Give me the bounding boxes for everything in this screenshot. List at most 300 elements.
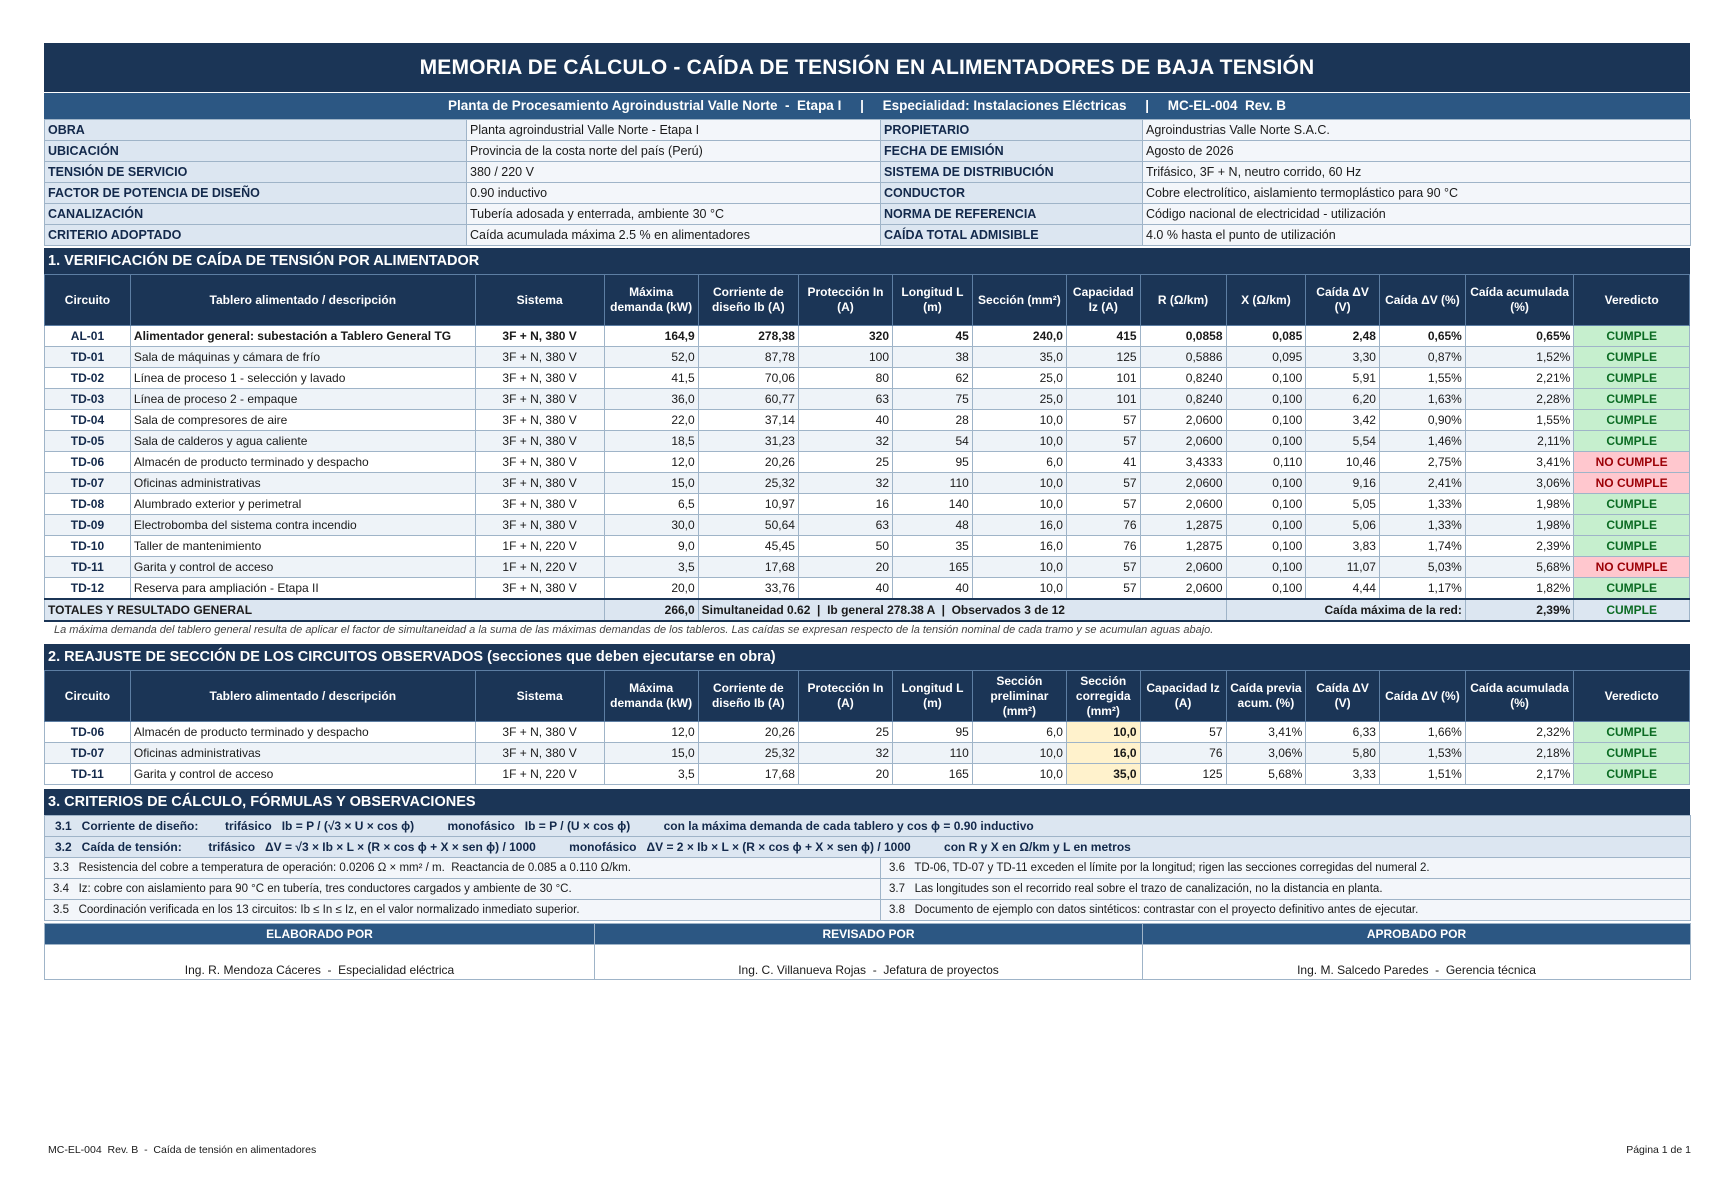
table-cell: 10,0 [972,764,1066,785]
table-cell: 25 [798,722,892,743]
table-cell: 0,100 [1226,473,1306,494]
table-cell: 2,17% [1465,764,1573,785]
table-cell: 240,0 [972,326,1066,347]
table-cell: 25 [798,452,892,473]
circuit-description: Sala de máquinas y cámara de frío [130,347,475,368]
totals-verdict-badge: CUMPLE [1574,599,1690,621]
table-cell: 2,21% [1465,368,1573,389]
project-info-table [44,119,1691,246]
column-header: Capacidad Iz (A) [1140,671,1226,722]
column-header: Sección preliminar (mm²) [972,671,1066,722]
circuit-system: 1F + N, 220 V [475,764,604,785]
info-label: FACTOR DE POTENCIA DE DISEÑO [45,183,467,204]
table-cell: 5,06 [1306,515,1380,536]
feeder-row [45,326,1690,347]
observation-row [45,879,1691,900]
table-cell: 1,55% [1379,368,1465,389]
table-cell: 2,0600 [1140,494,1226,515]
totals-demand: 266,0 [604,599,698,621]
info-row [45,183,1691,204]
table-cell: 95 [893,452,973,473]
table-cell: 110 [893,743,973,764]
circuit-description: Alimentador general: subestación a Tablero General TG [130,326,475,347]
table-cell: 5,54 [1306,431,1380,452]
table-cell: 1,52% [1465,347,1573,368]
column-header: Caída ΔV (V) [1306,275,1380,326]
circuit-description: Garita y control de acceso [130,557,475,578]
table-cell: 2,18% [1465,743,1573,764]
table-cell: 1,51% [1379,764,1465,785]
section-adjustment-table [44,670,1690,785]
column-header: Caída acumulada (%) [1465,275,1573,326]
info-label: CRITERIO ADOPTADO [45,225,467,246]
table-cell: 15,0 [604,473,698,494]
info-value: 0.90 inductivo [467,183,881,204]
feeder-row [45,494,1690,515]
info-value: Trifásico, 3F + N, neutro corrido, 60 Hz [1143,162,1691,183]
table-cell: 10,0 [972,494,1066,515]
circuit-system: 3F + N, 380 V [475,515,604,536]
table-cell: 41,5 [604,368,698,389]
circuit-code: TD-07 [45,743,131,764]
table-cell: 10,46 [1306,452,1380,473]
observation-item: 3.6 TD-06, TD-07 y TD-11 exceden el límite por la longitud; rigen las secciones corregidas del numeral 2. [881,858,1691,879]
table-cell: 20 [798,557,892,578]
table-cell: 76 [1066,536,1140,557]
observation-row [45,900,1691,921]
info-value: Caída acumulada máxima 2.5 % en alimentadores [467,225,881,246]
observation-item: 3.5 Coordinación verificada en los 13 circuitos: Ib ≤ In ≤ Iz, en el valor normalizado inmediato superior. [45,900,881,921]
circuit-code: AL-01 [45,326,131,347]
verdict-badge: CUMPLE [1574,410,1690,431]
table-cell: 12,0 [604,452,698,473]
table-cell: 1,17% [1379,578,1465,600]
table-cell: 0,100 [1226,431,1306,452]
feeder-row [45,368,1690,389]
table-cell: 3,4333 [1140,452,1226,473]
table-cell: 80 [798,368,892,389]
table-cell: 10,0 [972,743,1066,764]
table-cell: 20 [798,764,892,785]
table-cell: 16 [798,494,892,515]
feeder-row [45,347,1690,368]
table-cell: 1,74% [1379,536,1465,557]
column-header: Tablero alimentado / descripción [130,671,475,722]
feeder-row [45,515,1690,536]
table-cell: 6,20 [1306,389,1380,410]
table-cell: 20,26 [698,452,798,473]
signature-role: ELABORADO POR [45,924,595,945]
table-cell: 0,100 [1226,389,1306,410]
verdict-badge: NO CUMPLE [1574,452,1690,473]
table-cell: 0,100 [1226,368,1306,389]
table-cell: 0,0858 [1140,326,1226,347]
table-cell: 2,0600 [1140,473,1226,494]
table-cell: 75 [893,389,973,410]
table-cell: 5,80 [1306,743,1380,764]
table-cell: 17,68 [698,764,798,785]
formula-voltage-drop: 3.2 Caída de tensión: trifásico ΔV = √3 × Ib × L × (R × cos ϕ + X × sen ϕ) / 1000 monofásico ΔV = 2 × Ib × L × (R × cos ϕ + X × sen ϕ) / 1000 con R y X en Ω/km y L en metros [45,837,1691,858]
circuit-description: Electrobomba del sistema contra incendio [130,515,475,536]
circuit-code: TD-03 [45,389,131,410]
signature-name: Ing. C. Villanueva Rojas - Jefatura de proyectos [595,945,1143,980]
table-cell: 57 [1066,431,1140,452]
circuit-code: TD-11 [45,557,131,578]
circuit-description: Almacén de producto terminado y despacho [130,452,475,473]
totals-label: TOTALES Y RESULTADO GENERAL [45,599,605,621]
table-cell: 5,03% [1379,557,1465,578]
table-cell: 38 [893,347,973,368]
footer-page-number: Página 1 de 1 [1626,1144,1691,1156]
table-cell: 2,75% [1379,452,1465,473]
table-cell: 1,63% [1379,389,1465,410]
table-cell: 0,8240 [1140,389,1226,410]
observation-row [45,858,1691,879]
verdict-badge: CUMPLE [1574,743,1690,764]
table-cell: 20,0 [604,578,698,600]
table-cell: 50 [798,536,892,557]
info-label: FECHA DE EMISIÓN [881,141,1143,162]
table-cell: 110 [893,473,973,494]
circuit-system: 3F + N, 380 V [475,743,604,764]
table-cell: 60,77 [698,389,798,410]
circuit-system: 3F + N, 380 V [475,452,604,473]
table-cell: 2,32% [1465,722,1573,743]
table-cell: 25,32 [698,473,798,494]
table-cell: 20,26 [698,722,798,743]
verdict-badge: CUMPLE [1574,764,1690,785]
table-cell: 2,48 [1306,326,1380,347]
table-cell: 3,83 [1306,536,1380,557]
table-cell: 3,42 [1306,410,1380,431]
signature-role: APROBADO POR [1143,924,1691,945]
table-cell: 101 [1066,368,1140,389]
table-cell: 6,0 [972,452,1066,473]
info-label: CANALIZACIÓN [45,204,467,225]
table-cell: 11,07 [1306,557,1380,578]
column-header: Sección corregida (mm²) [1066,671,1140,722]
table-cell: 320 [798,326,892,347]
circuit-system: 1F + N, 220 V [475,536,604,557]
document-subtitle: Planta de Procesamiento Agroindustrial Valle Norte - Etapa I | Especialidad: Instalaciones Eléctricas | MC-EL-004 Rev. B [44,92,1690,119]
table-cell: 48 [893,515,973,536]
circuit-system: 3F + N, 380 V [475,368,604,389]
column-header: Veredicto [1574,275,1690,326]
document-title: MEMORIA DE CÁLCULO - CAÍDA DE TENSIÓN EN ALIMENTADORES DE BAJA TENSIÓN [44,43,1690,92]
feeder-row [45,473,1690,494]
verdict-badge: CUMPLE [1574,536,1690,557]
verdict-badge: CUMPLE [1574,578,1690,600]
verdict-badge: CUMPLE [1574,347,1690,368]
circuit-system: 3F + N, 380 V [475,389,604,410]
column-header: Longitud L (m) [893,275,973,326]
adjusted-feeder-row [45,743,1690,764]
circuit-system: 3F + N, 380 V [475,578,604,600]
table-cell: 165 [893,557,973,578]
table-cell: 28 [893,410,973,431]
verdict-badge: CUMPLE [1574,326,1690,347]
column-header: Veredicto [1574,671,1690,722]
info-label: PROPIETARIO [881,120,1143,141]
table-cell: 63 [798,389,892,410]
table-cell: 62 [893,368,973,389]
table-cell: 40 [893,578,973,600]
table-cell: 10,0 [972,578,1066,600]
table-cell: 32 [798,473,892,494]
column-header: Circuito [45,671,131,722]
table-cell: 0,65% [1465,326,1573,347]
table-cell: 12,0 [604,722,698,743]
document-sheet [44,43,1690,980]
table-cell: 164,9 [604,326,698,347]
info-value: Tubería adosada y enterrada, ambiente 30 °C [467,204,881,225]
column-header: Caída ΔV (%) [1379,275,1465,326]
column-header: Protección In (A) [798,671,892,722]
table-cell: 3,5 [604,557,698,578]
circuit-code: TD-09 [45,515,131,536]
column-header: Sistema [475,671,604,722]
table-cell: 52,0 [604,347,698,368]
circuit-description: Reserva para ampliación - Etapa II [130,578,475,600]
column-header: Sistema [475,275,604,326]
totals-summary: Simultaneidad 0.62 | Ib general 278.38 A | Observados 3 de 12 [698,599,1226,621]
info-label: OBRA [45,120,467,141]
table-cell: 3,41% [1226,722,1306,743]
info-row [45,162,1691,183]
table-cell: 1,2875 [1140,536,1226,557]
info-value: Planta agroindustrial Valle Norte - Etapa I [467,120,881,141]
table-cell: 54 [893,431,973,452]
table-cell: 31,23 [698,431,798,452]
adjusted-feeder-row [45,722,1690,743]
table-cell: 0,100 [1226,557,1306,578]
circuit-system: 3F + N, 380 V [475,473,604,494]
circuit-system: 3F + N, 380 V [475,494,604,515]
feeder-row [45,452,1690,473]
table-cell: 0,100 [1226,515,1306,536]
table-cell: 87,78 [698,347,798,368]
info-value: Cobre electrolítico, aislamiento termoplástico para 90 °C [1143,183,1691,204]
table-cell: 57 [1140,722,1226,743]
verdict-badge: CUMPLE [1574,722,1690,743]
table-cell: 9,16 [1306,473,1380,494]
table-cell: 63 [798,515,892,536]
table-cell: 0,095 [1226,347,1306,368]
column-header: Capacidad Iz (A) [1066,275,1140,326]
table-cell: 0,87% [1379,347,1465,368]
table-cell: 278,38 [698,326,798,347]
table-cell: 6,0 [972,722,1066,743]
verdict-badge: NO CUMPLE [1574,473,1690,494]
circuit-system: 3F + N, 380 V [475,431,604,452]
table-cell: 40 [798,578,892,600]
totals-max-label: Caída máxima de la red: [1226,599,1465,621]
table-cell: 57 [1066,473,1140,494]
circuit-system: 3F + N, 380 V [475,347,604,368]
table-cell: 0,100 [1226,410,1306,431]
adjusted-feeder-row [45,764,1690,785]
circuit-code: TD-11 [45,764,131,785]
column-header: Máxima demanda (kW) [604,671,698,722]
table-cell: 2,0600 [1140,557,1226,578]
table-cell: 0,085 [1226,326,1306,347]
circuit-description: Oficinas administrativas [130,743,475,764]
table-cell: 2,11% [1465,431,1573,452]
circuit-description: Sala de compresores de aire [130,410,475,431]
table-cell: 57 [1066,494,1140,515]
info-value: Agosto de 2026 [1143,141,1691,162]
table-cell: 10,0 [1066,722,1140,743]
info-row [45,141,1691,162]
table-cell: 2,39% [1465,536,1573,557]
info-value: Código nacional de electricidad - utilización [1143,204,1691,225]
table-cell: 1,82% [1465,578,1573,600]
table-cell: 1,55% [1465,410,1573,431]
table-cell: 16,0 [972,536,1066,557]
section-2-title: 2. REAJUSTE DE SECCIÓN DE LOS CIRCUITOS OBSERVADOS (secciones que deben ejecutarse en obra) [44,644,1690,670]
circuit-code: TD-07 [45,473,131,494]
table-cell: 3,30 [1306,347,1380,368]
info-label: UBICACIÓN [45,141,467,162]
observation-item: 3.8 Documento de ejemplo con datos sintéticos: contrastar con el proyecto definitivo antes de ejecutar. [881,900,1691,921]
table-cell: 10,97 [698,494,798,515]
table-cell: 36,0 [604,389,698,410]
column-header: Corriente de diseño Ib (A) [698,671,798,722]
verdict-badge: NO CUMPLE [1574,557,1690,578]
column-header: Caída ΔV (%) [1379,671,1465,722]
table-cell: 1,98% [1465,515,1573,536]
circuit-code: TD-08 [45,494,131,515]
table-cell: 40 [798,410,892,431]
table-cell: 10,0 [972,557,1066,578]
info-row [45,225,1691,246]
circuit-description: Línea de proceso 1 - selección y lavado [130,368,475,389]
feeder-row [45,536,1690,557]
column-header: Corriente de diseño Ib (A) [698,275,798,326]
table-cell: 3,06% [1465,473,1573,494]
column-header: X (Ω/km) [1226,275,1306,326]
verdict-badge: CUMPLE [1574,494,1690,515]
table-cell: 2,0600 [1140,578,1226,600]
info-row [45,120,1691,141]
table-cell: 6,5 [604,494,698,515]
table-cell: 5,68% [1465,557,1573,578]
table-cell: 70,06 [698,368,798,389]
circuit-system: 3F + N, 380 V [475,722,604,743]
column-header: Caída previa acum. (%) [1226,671,1306,722]
info-label: CAÍDA TOTAL ADMISIBLE [881,225,1143,246]
table-cell: 0,110 [1226,452,1306,473]
table-cell: 3,06% [1226,743,1306,764]
verdict-badge: CUMPLE [1574,515,1690,536]
feeder-row [45,557,1690,578]
feeder-row [45,389,1690,410]
table-cell: 35,0 [1066,764,1140,785]
circuit-code: TD-12 [45,578,131,600]
table-cell: 4,44 [1306,578,1380,600]
column-header: Caída ΔV (V) [1306,671,1380,722]
circuit-description: Garita y control de acceso [130,764,475,785]
table-cell: 125 [1140,764,1226,785]
feeder-row [45,578,1690,600]
section-1-note: La máxima demanda del tablero general resulta de aplicar el factor de simultaneidad a la suma de las máximas demandas de los tableros. Las caídas se expresan respecto de la tensión nominal de cada tramo y se acumulan aguas abajo. [54,624,1214,636]
circuit-description: Línea de proceso 2 - empaque [130,389,475,410]
table-cell: 2,0600 [1140,410,1226,431]
signature-name: Ing. R. Mendoza Cáceres - Especialidad eléctrica [45,945,595,980]
table-cell: 140 [893,494,973,515]
circuit-code: TD-06 [45,722,131,743]
observation-item: 3.7 Las longitudes son el recorrido real sobre el trazo de canalización, no la distancia en planta. [881,879,1691,900]
info-value: Provincia de la costa norte del país (Perú) [467,141,881,162]
info-value: 380 / 220 V [467,162,881,183]
table-cell: 0,8240 [1140,368,1226,389]
circuit-code: TD-10 [45,536,131,557]
feeder-row [45,431,1690,452]
table-cell: 50,64 [698,515,798,536]
column-header: Caída acumulada (%) [1465,671,1573,722]
circuit-system: 1F + N, 220 V [475,557,604,578]
column-header: Máxima demanda (kW) [604,275,698,326]
table-cell: 35,0 [972,347,1066,368]
section-3-title: 3. CRITERIOS DE CÁLCULO, FÓRMULAS Y OBSERVACIONES [44,789,1690,815]
column-header: Longitud L (m) [893,671,973,722]
circuit-description: Sala de calderos y agua caliente [130,431,475,452]
circuit-code: TD-05 [45,431,131,452]
table-cell: 0,5886 [1140,347,1226,368]
table-cell: 3,33 [1306,764,1380,785]
table-cell: 0,100 [1226,578,1306,600]
table-cell: 10,0 [972,410,1066,431]
info-row [45,204,1691,225]
table-cell: 6,33 [1306,722,1380,743]
table-cell: 100 [798,347,892,368]
table-cell: 1,46% [1379,431,1465,452]
voltage-drop-table [44,274,1690,622]
table-cell: 2,41% [1379,473,1465,494]
circuit-description: Taller de mantenimiento [130,536,475,557]
verdict-badge: CUMPLE [1574,431,1690,452]
table-cell: 5,68% [1226,764,1306,785]
table-cell: 45,45 [698,536,798,557]
table-cell: 17,68 [698,557,798,578]
section-1-title: 1. VERIFICACIÓN DE CAÍDA DE TENSIÓN POR ALIMENTADOR [44,248,1690,274]
table-cell: 37,14 [698,410,798,431]
info-label: NORMA DE REFERENCIA [881,204,1143,225]
table-cell: 1,98% [1465,494,1573,515]
signature-name: Ing. M. Salcedo Paredes - Gerencia técnica [1143,945,1691,980]
column-header: Circuito [45,275,131,326]
circuit-code: TD-04 [45,410,131,431]
table-cell: 5,91 [1306,368,1380,389]
table-cell: 1,33% [1379,515,1465,536]
table-cell: 5,05 [1306,494,1380,515]
feeder-row [45,410,1690,431]
table-cell: 0,90% [1379,410,1465,431]
table-cell: 101 [1066,389,1140,410]
circuit-code: TD-06 [45,452,131,473]
table-cell: 45 [893,326,973,347]
table-cell: 15,0 [604,743,698,764]
table-cell: 32 [798,431,892,452]
table-cell: 3,41% [1465,452,1573,473]
table-cell: 1,33% [1379,494,1465,515]
table-cell: 0,100 [1226,536,1306,557]
signature-table [44,923,1691,980]
observation-item: 3.4 Iz: cobre con aislamiento para 90 °C en tubería, tres conductores cargados y ambiente de 30 °C. [45,879,881,900]
circuit-code: TD-02 [45,368,131,389]
table-cell: 35 [893,536,973,557]
table-cell: 76 [1066,515,1140,536]
